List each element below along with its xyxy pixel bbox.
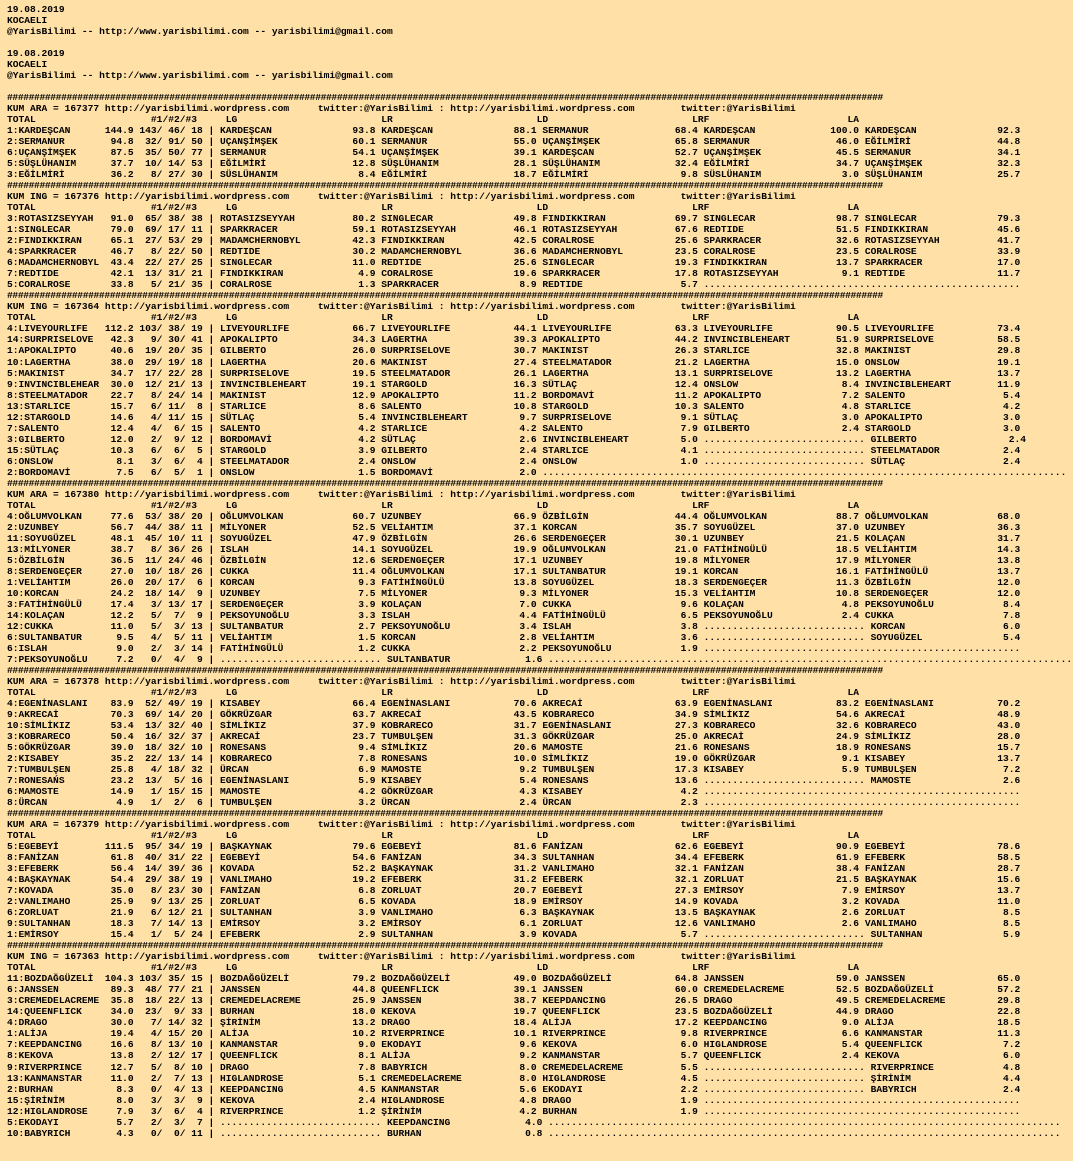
table-row: 2:BURHAN 8.3 0/ 4/ 13 | KEEPDANCING 4.5 KANMANSTAR 5.6 EKODAYI 2.2 ............................ BABYRICH 2.4 [7,1083,1021,1095]
table-row: 4:EGENİNASLANI 83.9 52/ 49/ 19 | KISABEY 66.4 EGENİNASLANI 70.6 AKRECAİ 63.9 EGENİNASLANI 83.2 EGENİNASLANI 70.2 [7,697,1021,709]
table-row: 13:MİLYONER 38.7 8/ 36/ 26 | ISLAH 14.1 SOYUGÜZEL 19.9 OĞLUMVOLKAN 21.0 FATİHİNGÜLÜ 18.5 VELİAHTIM 14.3 [7,543,1021,555]
table-row: 3:ROTASIZSEYYAH 91.0 65/ 38/ 38 | ROTASIZSEYYAH 80.2 SINGLECAR 49.8 FINDIKKIRAN 69.7 SINGLECAR 98.7 SINGLECAR 79.3 [7,213,1021,225]
column-header-row: TOTAL #1/#2/#3 LG LR LD LRF LA [7,686,860,698]
table-row: 7:SALENTO 12.4 4/ 6/ 15 | SALENTO 4.2 STARLICE 4.2 SALENTO 7.9 GILBERTO 2.4 STARGOLD 3.0 [7,422,1021,434]
race-title: KUM ING = 167364 http://yarisbilimi.wordpress.com twitter:@YarisBilimi : http://yarisbilimi.wordpress.com twitter:@YarisBilimi [7,301,796,313]
table-row: 9:SULTANHAN 18.3 7/ 14/ 13 | EMİRSOY 3.2 EMİRSOY 6.1 ZORLUAT 12.6 VANLIMAHO 2.6 VANLIMAHO 8.5 [7,918,1021,930]
table-row: 7:REDTIDE 42.1 13/ 31/ 21 | FINDIKKIRAN 4.9 CORALROSE 19.6 SPARKRACER 17.8 ROTASIZSEYYAH 9.1 REDTIDE 11.7 [7,268,1021,280]
column-header-row: TOTAL #1/#2/#3 LG LR LD LRF LA [7,312,860,324]
table-row: 2:KISABEY 35.2 22/ 13/ 14 | KOBRARECO 7.8 RONESANS 10.0 SİMLİKIZ 19.0 GÖKRÜZGAR 9.1 KISABEY 13.7 [7,753,1021,765]
race-section [7,301,1073,477]
race-title: KUM ARA = 167378 http://yarisbilimi.wordpress.com twitter:@YarisBilimi : http://yarisbilimi.wordpress.com twitter:@YarisBilimi [7,675,796,687]
table-row: 8:KEKOVA 13.8 2/ 12/ 17 | QUEENFLICK 8.1 ALİJA 9.2 KANMANSTAR 5.7 QUEENFLICK 2.4 KEKOVA 6.0 [7,1050,1021,1062]
table-row: 5:ÖZBİLGİN 36.5 11/ 24/ 46 | ÖZBİLGİN 12.6 SERDENGEÇER 17.1 UZUNBEY 19.8 MİLYONER 17.9 MİLYONER 13.8 [7,554,1021,566]
column-header-row: TOTAL #1/#2/#3 LG LR LD LRF LA [7,499,860,511]
race-section [7,489,1073,665]
table-row: 6:ISLAH 9.0 2/ 3/ 14 | FATİHİNGÜLÜ 1.2 CUKKA 2.2 PEKSOYUNOĞLU 1.9 ....................................................... [7,642,1021,654]
race-title: KUM ING = 167376 http://yarisbilimi.wordpress.com twitter:@YarisBilimi : http://yarisbilimi.wordpress.com twitter:@YarisBilimi [7,191,796,203]
table-row: 6:ZORLUAT 21.9 6/ 12/ 21 | SULTANHAN 3.9 VANLIMAHO 6.3 BAŞKAYNAK 13.5 BAŞKAYNAK 2.6 ZORLUAT 8.5 [7,907,1021,919]
table-row: 3:KOBRARECO 50.4 16/ 32/ 37 | AKRECAİ 23.7 TUMBULŞEN 31.3 GÖKRÜZGAR 25.0 AKRECAİ 24.9 SİMLİKIZ 28.0 [7,731,1021,743]
race-section [7,819,1073,940]
race-section [7,951,1073,1138]
separator-line: ################################################################################################################################################################## [7,940,883,952]
table-row: 7:RONESAŃS 23.2 13/ 5/ 16 | EGENİNASLANI 5.9 KISABEY 5.4 RONESANS 13.6 ............................ MAMOSTE 2.6 [7,775,1021,787]
table-row: 2:VANLIMAHO 25.9 9/ 13/ 25 | ZORLUAT 6.5 KOVADA 18.9 EMİRSOY 14.9 KOVADA 3.2 KOVADA 11.0 [7,896,1021,908]
table-row: 11:SOYUGÜZEL 48.1 45/ 10/ 11 | SOYUGÜZEL 47.9 ÖZBİLGİN 26.6 SERDENGEÇER 30.1 UZUNBEY 21.5 KOLAÇAN 31.7 [7,532,1021,544]
race-title: KUM ING = 167363 http://yarisbilimi.wordpress.com twitter:@YarisBilimi : http://yarisbilimi.wordpress.com twitter:@YarisBilimi [7,951,796,963]
table-row: 11:BOZDAĞGÜZELİ 104.3 103/ 35/ 15 | BOZDAĞGÜZELİ 79.2 BOZDAĞGÜZELİ 49.0 BOZDAĞGÜZELİ 64.8 JANSSEN 59.0 JANSSEN 65.0 [7,973,1021,985]
table-row: 5:EGEBEYİ 111.5 95/ 34/ 19 | BAŞKAYNAK 79.6 EGEBEYİ 81.6 FANİZAN 62.6 EGEBEYİ 90.9 EGEBEYİ 78.6 [7,841,1021,853]
report-city: KOCAELI [7,15,48,27]
table-row: 7:PEKSOYUNOĞLU 7.2 0/ 4/ 9 | ............................ SULTANBATUR 1.6 ........................................................................................... [7,653,1073,665]
table-row: 8:STEELMATADOR 22.7 8/ 24/ 14 | MAKINIST 12.9 APOKALIPTO 11.2 BORDOMAVİ 11.2 APOKALIPTO 7.2 SALENTO 5.4 [7,389,1021,401]
table-row: 4:SPARKRACER 46.7 8/ 22/ 50 | REDTIDE 30.2 MADAMCHERNOBYL 36.6 MADAMCHERNOBYL 23.5 CORALROSE 23.5 CORALROSE 33.9 [7,246,1021,258]
table-row: 10:SİMLİKIZ 53.4 13/ 32/ 40 | SİMLİKIZ 37.9 KOBRARECO 31.7 EGENİNASLANI 27.3 KOBRARECO 32.6 KOBRARECO 43.0 [7,720,1021,732]
table-row: 3:FATİHİNGÜLÜ 17.4 3/ 13/ 17 | SERDENGEÇER 3.9 KOLAÇAN 7.0 CUKKA 9.6 KOLAÇAN 4.8 PEKSOYUNOĞLU 8.4 [7,598,1021,610]
table-row: 5:MAKINIST 34.7 17/ 22/ 28 | SURPRISELOVE 19.5 STEELMATADOR 26.1 LAGERTHA 13.1 SURPRISELOVE 13.2 LAGERTHA 13.7 [7,367,1021,379]
report-date: 19.08.2019 [7,48,65,60]
separator-line: ################################################################################################################################################################## [7,664,883,676]
table-row: 5:EKODAYI 5.7 2/ 3/ 7 | ............................ KEEPDANCING 4.0 ......................................................................................... [7,1116,1061,1128]
table-row: 14:KOLAÇAN 12.2 5/ 7/ 9 | PEKSOYUNOĞLU 3.3 ISLAH 4.4 FATİHİNGÜLÜ 6.5 PEKSOYUNOĞLU 2.4 CUKKA 7.8 [7,609,1021,621]
table-row: 7:TUMBULŞEN 25.8 4/ 18/ 32 | ÜRCAN 6.9 MAMOSTE 9.2 TUMBULŞEN 17.3 KISABEY 5.9 TUMBULŞEN 7.2 [7,764,1021,776]
table-row: 9:INVINCIBLEHEAR 30.0 12/ 21/ 13 | INVINCIBLEHEART 19.1 STARGOLD 16.3 SÜTLAÇ 12.4 ONSLOW 8.4 INVINCIBLEHEART 11.9 [7,378,1021,390]
separator-line: ################################################################################################################################################################## [7,180,883,192]
table-row: 14:SURPRISELOVE 42.3 9/ 30/ 41 | APOKALIPTO 34.3 LAGERTHA 39.3 APOKALIPTO 44.2 INVINCIBLEHEART 51.9 SURPRISELOVE 58.5 [7,334,1021,346]
header-block [7,48,1073,81]
table-row: 2:FINDIKKIRAN 65.1 27/ 53/ 29 | MADAMCHERNOBYL 42.3 FINDIKKIRAN 42.5 CORALROSE 25.6 SPARKRACER 32.6 ROTASIZSEYYAH 41.7 [7,235,1021,247]
race-title: KUM ARA = 167380 http://yarisbilimi.wordpress.com twitter:@YarisBilimi : http://yarisbilimi.wordpress.com twitter:@YarisBilimi [7,488,796,500]
separator-line: ################################################################################################################################################################## [7,290,883,302]
separator-line: ################################################################################################################################################################## [7,477,883,489]
table-row: 10:BABYRICH 4.3 0/ 0/ 11 | ............................ BURHAN 0.8 ......................................................................................... [7,1127,1061,1139]
table-row: 6:ONSLOW 8.1 3/ 6/ 4 | STEELMATADOR 2.4 ONSLOW 2.4 ONSLOW 1.0 ............................ SÜTLAÇ 2.4 [7,455,1021,467]
report-date: 19.08.2019 [7,4,65,15]
table-row: 6:MAMOSTE 14.9 1/ 15/ 15 | MAMOSTE 4.2 GÖKRÜZGAR 4.3 KISABEY 4.2 ....................................................... [7,786,1021,798]
table-row: 7:KEEPDANCING 16.6 8/ 13/ 10 | KANMANSTAR 9.0 EKODAYI 9.6 KEKOVA 6.0 HIGLANDROSE 5.4 QUEENFLICK 7.2 [7,1039,1021,1051]
table-row: 1:APOKALIPTO 40.6 19/ 20/ 35 | GILBERTO 26.0 SURPRISELOVE 30.7 MAKINIST 26.3 STARLICE 32.8 MAKINIST 29.8 [7,345,1021,357]
table-row: 12:HIGLANDROSE 7.9 3/ 6/ 4 | RIVERPRINCE 1.2 ŞİRİNİM 4.2 BURHAN 1.9 ....................................................... [7,1105,1021,1117]
table-row: 3:CREMEDELACREME 35.8 18/ 22/ 13 | CREMEDELACREME 25.9 JANSSEN 38.7 KEEPDANCING 26.5 DRAGO 49.5 CREMEDELACREME 29.8 [7,995,1021,1007]
table-row: 5:GÖKRÜZGAR 39.0 18/ 32/ 10 | RONESANS 9.4 SİMLİKIZ 20.6 MAMOSTE 21.6 RONESANS 18.9 RONESANS 15.7 [7,742,1021,754]
table-row: 13:KANMANSTAR 11.0 2/ 7/ 13 | HIGLANDROSE 5.1 CREMEDELACREME 8.0 HIGLANDROSE 4.5 ............................ ŞİRİNİM 4.4 [7,1072,1021,1084]
table-row: 2:SERMANUR 94.8 32/ 91/ 50 | UÇANŞİMŞEK 60.1 SERMANUR 55.0 UÇANŞİMŞEK 65.8 SERMANUR 46.0 EĞİLMİRİ 44.8 [7,136,1021,148]
table-row: 13:STARLICE 15.7 6/ 11/ 8 | STARLICE 8.6 SALENTO 10.8 STARGOLD 10.3 SALENTO 4.8 STARLICE 4.2 [7,400,1021,412]
table-row: 9:AKRECAİ 70.3 69/ 14/ 20 | GÖKRÜZGAR 63.7 AKRECAİ 43.5 KOBRARECO 34.9 SİMLİKIZ 54.6 AKRECAİ 48.9 [7,709,1021,720]
column-header-row: TOTAL #1/#2/#3 LG LR LD LRF LA [7,830,860,842]
table-row: 9:RIVERPRINCE 12.7 5/ 8/ 10 | DRAGO 7.8 BABYRICH 8.0 CREMEDELACREME 5.5 ............................ RIVERPRINCE 4.8 [7,1061,1021,1073]
table-row: 1:KARDEŞCAN 144.9 143/ 46/ 18 | KARDEŞCAN 93.8 KARDEŞCAN 88.1 SERMANUR 68.4 KARDEŞCAN 100.0 KARDEŞCAN 92.3 [7,125,1021,137]
table-row: 8:FANİZAN 61.8 40/ 31/ 22 | EGEBEYİ 54.6 FANİZAN 34.3 SULTANHAN 34.4 EFEBERK 61.9 EFEBERK 58.5 [7,852,1021,864]
table-row: 3:EĞİLMİRİ 36.2 8/ 27/ 30 | SÜSLÜHANIM 8.4 EĞİLMİRİ 18.7 EĞİLMİRİ 9.8 SÜSLÜHANIM 3.0 SÜŞLÜHANIM 25.7 [7,169,1021,181]
race-title: KUM ARA = 167377 http://yarisbilimi.wordpress.com twitter:@YarisBilimi : http://yarisbilimi.wordpress.com twitter:@YarisBilimi [7,103,796,115]
table-row: 10:KORCAN 24.2 18/ 14/ 9 | UZUNBEY 7.5 MİLYONER 9.3 MİLYONER 15.3 VELİAHTIM 10.8 SERDENGEÇER 12.0 [7,587,1021,599]
table-row: 1:VELİAHTIM 26.0 20/ 17/ 6 | KORCAN 9.3 FATİHİNGÜLÜ 13.8 SOYUGÜZEL 18.3 SERDENGEÇER 11.3 ÖZBİLGİN 12.0 [7,576,1021,588]
race-section [7,191,1073,290]
race-section [7,103,1073,180]
table-row: 6:JANSSEN 89.3 48/ 77/ 21 | JANSSEN 44.8 QUEENFLICK 39.1 JANSSEN 60.0 CREMEDELACREME 52.5 BOZDAĞGÜZELİ 57.2 [7,984,1021,996]
table-row: 5:SÜŞLÜHANIM 37.7 10/ 14/ 53 | EĞİLMİRİ 12.8 SÜŞLÜHANIM 28.1 SÜŞLÜHANIM 32.4 EĞİLMİRİ 34.7 UÇANŞİMŞEK 32.3 [7,158,1021,170]
race-section [7,676,1073,808]
report-city: KOCAELI [7,59,48,71]
column-header-row: TOTAL #1/#2/#3 LG LR LD LRF LA [7,202,860,214]
table-row: 3:GILBERTO 12.0 2/ 9/ 12 | BORDOMAVİ 4.2 SÜTLAÇ 2.6 INVINCIBLEHEART 5.0 ............................ GILBERTO 2.4 [7,433,1027,445]
table-row: 12:CUKKA 11.0 5/ 3/ 13 | SULTANBATUR 2.7 PEKSOYUNOĞLU 3.4 ISLAH 3.8 ............................ KORCAN 6.0 [7,620,1021,632]
table-row: 2:UZUNBEY 56.7 44/ 38/ 11 | MİLYONER 52.5 VELİAHTIM 37.1 KORCAN 35.7 SOYUGÜZEL 37.0 UZUNBEY 36.3 [7,521,1021,533]
table-row: 3:EFEBERK 56.4 14/ 39/ 36 | KOVADA 52.2 BAŞKAYNAK 31.2 VANLIMAHO 32.1 FANİZAN 38.4 FANİZAN 28.7 [7,863,1021,875]
table-row: 5:CORALROSE 33.8 5/ 21/ 35 | CORALROSE 1.3 SPARKRACER 8.9 REDTIDE 5.7 ....................................................... [7,279,1021,291]
table-row: 8:ÜRCAN 4.9 1/ 2/ 6 | TUMBULŞEN 3.2 ÜRCAN 2.4 ÜRCAN 2.3 ....................................................... [7,797,1021,809]
table-row: 6:UÇANŞİMŞEK 87.5 35/ 50/ 77 | SERMANUR 54.1 UÇANŞİMŞEK 39.1 KARDEŞCAN 52.7 UÇANŞİMŞEK 45.5 SERMANUR 34.1 [7,147,1021,159]
separator-line: ################################################################################################################################################################## [7,92,883,104]
column-header-row: TOTAL #1/#2/#3 LG LR LD LRF LA [7,114,860,126]
table-row: 4:DRAGO 30.0 7/ 14/ 32 | ŞİRİNİM 13.2 DRAGO 18.4 ALİJA 17.2 KEEPDANCING 9.0 ALİJA 18.5 [7,1017,1021,1029]
table-row: 1:EMİRSOY 15.4 1/ 5/ 24 | EFEBERK 2.9 SULTANHAN 3.9 KOVADA 5.7 ............................ SULTANHAN 5.9 [7,929,1021,941]
spacer [7,37,1073,48]
table-row: 12:STARGOLD 14.6 4/ 11/ 15 | SÜTLAÇ 5.4 INVINCIBLEHEART 9.7 SURPRISELOVE 9.1 SÜTLAÇ 3.0 APOKALIPTO 3.0 [7,411,1021,423]
table-row: 6:MADAMCHERNOBYL 43.4 22/ 27/ 25 | SINGLECAR 11.0 REDTIDE 25.6 SINGLECAR 19.3 FINDIKKIRAN 13.7 SPARKRACER 17.0 [7,257,1021,269]
table-row: 1:SINGLECAR 79.0 69/ 17/ 11 | SPARKRACER 59.1 ROTASIZSEYYAH 46.1 ROTASIZSEYYAH 67.6 REDTIDE 51.5 FINDIKKIRAN 45.6 [7,224,1021,236]
table-row: 14:QUEENFLICK 34.0 23/ 9/ 33 | BURHAN 18.0 KEKOVA 19.7 QUEENFLICK 23.5 BOZDAĞGÜZELİ 44.9 DRAGO 22.8 [7,1006,1021,1018]
table-row: 4:LIVEYOURLIFE 112.2 103/ 38/ 19 | LIVEYOURLIFE 66.7 LIVEYOURLIFE 44.1 LIVEYOURLIFE 63.3 LIVEYOURLIFE 90.5 LIVEYOURLIFE 73.4 [7,323,1021,335]
column-header-row: TOTAL #1/#2/#3 LG LR LD LRF LA [7,962,860,974]
table-row: 15:ŞİRİNİM 8.0 3/ 3/ 9 | KEKOVA 2.4 HIGLANDROSE 4.8 DRAGO 1.9 ....................................................... [7,1094,1021,1106]
table-row: 10:LAGERTHA 38.0 29/ 19/ 18 | LAGERTHA 20.6 MAKINIST 27.4 STEELMATADOR 21.2 LAGERTHA 15.0 ONSLOW 19.1 [7,356,1021,368]
header-block [7,4,1073,37]
table-row: 6:SULTANBATUR 9.5 4/ 5/ 11 | VELİAHTIM 1.5 KORCAN 2.8 VELİAHTIM 3.6 ............................ SOYUGÜZEL 5.4 [7,631,1021,643]
contact-line: @YarisBilimi -- http://www.yarisbilimi.com -- yarisbilimi@gmail.com [7,70,393,82]
table-row: 8:SERDENGEÇER 27.0 10/ 18/ 26 | CUKKA 11.4 OĞLUMVOLKAN 17.1 SULTANBATUR 19.1 KORCAN 16.1 FATİHİNGÜLÜ 13.7 [7,565,1021,577]
table-row: 4:BAŞKAYNAK 54.4 29/ 38/ 19 | VANLIMAHO 19.2 EFEBERK 31.2 EFEBERK 32.1 ZORLUAT 21.5 BAŞKAYNAK 15.6 [7,874,1021,886]
race-title: KUM ARA = 167379 http://yarisbilimi.wordpress.com twitter:@YarisBilimi : http://yarisbilimi.wordpress.com twitter:@YarisBilimi [7,819,796,831]
spacer [7,81,1073,92]
separator-line: ################################################################################################################################################################## [7,808,883,820]
table-row: 4:OĞLUMVOLKAN 77.6 53/ 38/ 20 | OĞLUMVOLKAN 60.7 UZUNBEY 66.9 ÖZBİLGİN 44.4 OĞLUMVOLKAN 88.7 OĞLUMVOLKAN 68.0 [7,510,1021,522]
table-row: 2:BORDOMAVİ 7.5 6/ 5/ 1 | ONSLOW 1.5 BORDOMAVİ 2.0 ........................................................................................... [7,466,1067,478]
table-row: 1:ALİJA 19.4 4/ 15/ 20 | ALİJA 10.2 RIVERPRINCE 10.1 RIVERPRINCE 9.8 RIVERPRINCE 6.6 KANMANSTAR 11.3 [7,1028,1021,1040]
table-row: 7:KOVADA 35.0 8/ 23/ 30 | FANİZAN 6.8 ZORLUAT 20.7 EGEBEYİ 27.3 EMİRSOY 7.9 EMİRSOY 13.7 [7,885,1021,897]
table-row: 15:SÜTLAÇ 10.3 6/ 6/ 5 | STARGOLD 3.9 GILBERTO 2.4 STARLICE 4.1 ............................ STEELMATADOR 2.4 [7,444,1021,456]
contact-line: @YarisBilimi -- http://www.yarisbilimi.com -- yarisbilimi@gmail.com [7,26,393,38]
